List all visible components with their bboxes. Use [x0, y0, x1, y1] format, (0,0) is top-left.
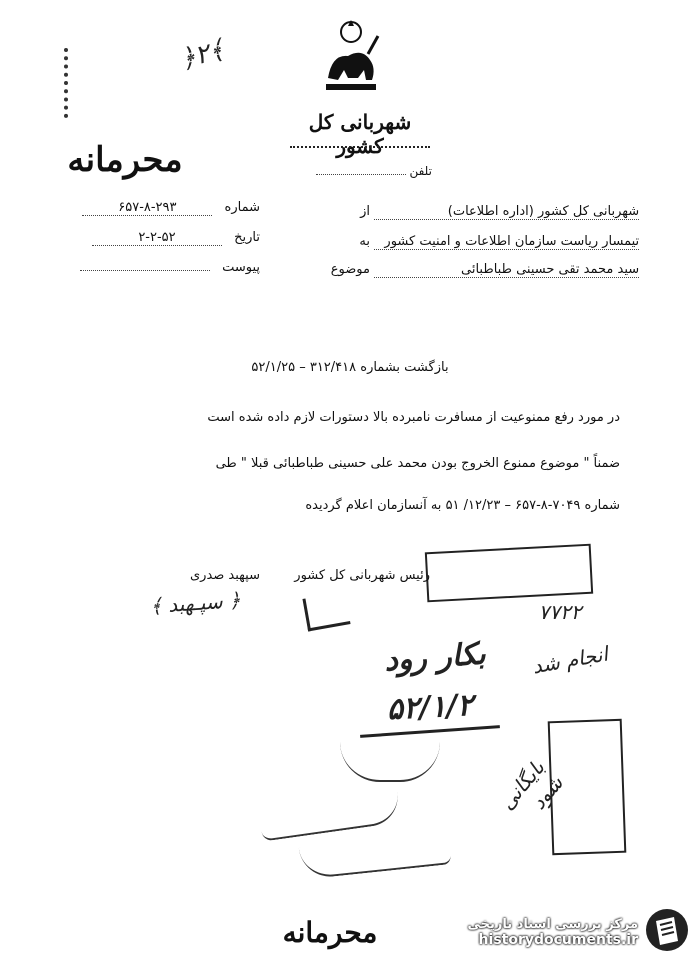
handwritten-scribble-3 [299, 832, 452, 880]
body-line-1: در مورد رفع ممنوعیت از مسافرت نامبرده بالا دستورات لازم داده شده است [207, 410, 620, 425]
watermark-url: historydocuments.ir [478, 931, 638, 948]
subject-label: موضوع [330, 262, 370, 277]
number-label: شماره [224, 200, 260, 215]
classification-top: محرمانه [67, 140, 183, 180]
from-value: شهربانی کل کشور (اداره اطلاعات) [374, 204, 639, 220]
number-row [60, 200, 260, 216]
title-ornament [290, 146, 430, 148]
date-label: تاریخ [234, 230, 260, 245]
handwritten-note-1: بکار رود [383, 636, 487, 679]
watermark-center-name: مرکز بررسی اسناد تاریخی [467, 916, 638, 932]
watermark [462, 904, 698, 960]
signature-name: سپهبد صدری [189, 568, 260, 583]
top-handwritten-mark: ﴿٢﴾ [176, 34, 228, 76]
phone-label: تلفن [409, 164, 432, 178]
attachment-label: پیوست [222, 260, 260, 275]
organization-title: شهربانی کل کشور [308, 110, 412, 158]
attachment-row [60, 260, 260, 275]
handwritten-note-3: انجام شد [530, 641, 610, 679]
handwritten-scribble-2 [258, 790, 401, 841]
received-stamp [425, 544, 593, 603]
handwritten-note-4: بایگانی شود [494, 755, 568, 815]
number-value: ۶۵۷-۸-۲۹۳ [82, 200, 212, 216]
to-label: به [359, 234, 370, 249]
to-row [330, 234, 650, 250]
signature-title: رئیس شهربانی کل کشور [294, 568, 430, 583]
subject-value: سید محمد تقی حسینی طباطبائی [374, 262, 639, 278]
phone-field [292, 164, 432, 178]
margin-dots [64, 48, 72, 118]
emblem-icon [318, 18, 384, 102]
handwritten-signature: ﴾ سپـهبد ﴿ [149, 587, 242, 619]
classification-bottom: محرمانه [282, 916, 378, 949]
from-label: از [360, 204, 370, 219]
date-value: ۲-۲-۵۲ [92, 230, 222, 246]
to-value: تیمسار ریاست سازمان اطلاعات و امنیت کشور [374, 234, 639, 250]
watermark-logo-icon [644, 907, 690, 957]
from-row [330, 204, 650, 220]
subject-row [330, 262, 650, 278]
handwritten-note-2: ۵۲/۱/۲ [385, 687, 475, 728]
date-row [60, 230, 260, 246]
signature-stroke [302, 592, 350, 632]
stamp-number: ۷۷۲۲ [538, 600, 582, 624]
watermark-text [462, 917, 638, 948]
handwritten-scribble-1 [340, 740, 440, 782]
body-line-2: ضمناً " موضوع ممنوع الخروج بودن محمد علی حسینی طباطبائی قبلا " طی [215, 456, 620, 471]
reference-line: بازگشت بشماره ۳۱۲/۴۱۸ – ۵۲/۱/۲۵ [251, 360, 449, 375]
body-line-3: شماره ۷۰۴۹-۸-۶۵۷ – ۱۲/۲۳/ ۵۱ به آنسازمان اعلام گردیده [305, 498, 620, 513]
